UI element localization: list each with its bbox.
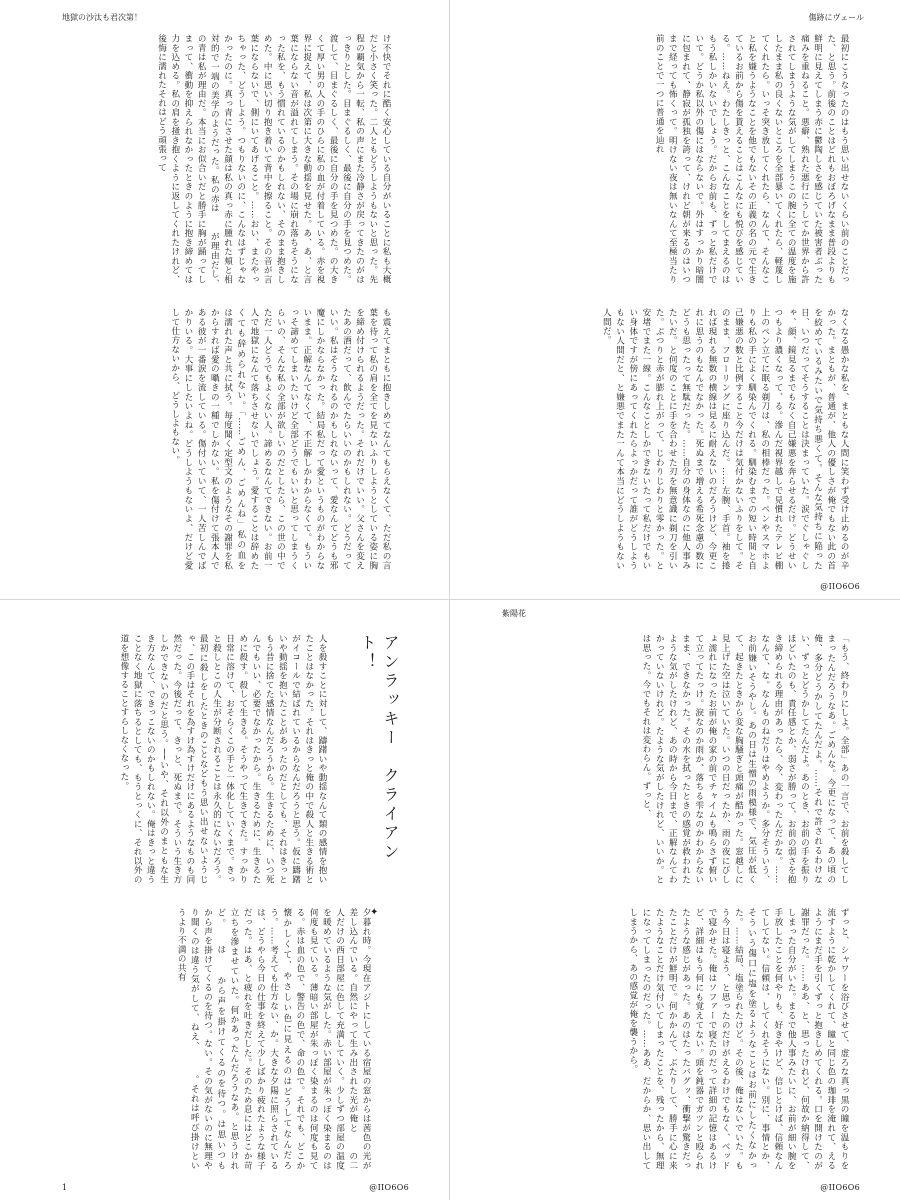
author-credit: @IIO6O6 — [820, 582, 860, 591]
page-bottom-left — [0, 600, 450, 1200]
page-top-right — [450, 0, 900, 600]
story-text-lower: ずっと、シャワーを浴びさせて、虚ろな真っ黒の瞳を温もりを流すように乾かしてくれて、瞳と同じ色の珈琲を淹れて、えるようにまだ手を引くずっと抱きしめてくれる。口を開けたのが謝罪だった。……ああ、と、思ったけれど、何故か納得して、しまった自分がいた。まるで他人事みたいに、お前が細い腕を手放したことを何やりも、好きやけど、信じとけば、信頼なんてしてない。信頼は、してくれそうにない。別に、事情とか、そういう傷口に塩を塗るようなことはお前にしたくなかった。……結局、塩塗られたけど。その後、俺はないでいた。もう今日は寝よう、と思ったのだけがえるわけでもなく、ベッドで寝かせた。俺はソファーで寝たのだって詳細の記憶はあるけど、詳細はもう何にも覚えてない。頭を鈍器でガツンと殴られたような感じがあった。あのはたったバグッ、衝撃が驚きだったことだけが鮮明で。何かかんて、ぶたりして、勝手に心に来たようなことだけ気付いてしまったことを、残ったから、無理になってしまったのだった。……ああ、だからか、思い出してしまうから、あの感覚が俺を襲うから。 — [627, 908, 849, 1170]
author-credit: @IIO6O6 — [820, 1183, 860, 1192]
section-divider-star-icon: ✦ — [370, 907, 379, 918]
page-header: 傷跡にヴェール — [808, 13, 864, 22]
page-subtitle: 紫陽花 — [502, 609, 526, 618]
page-header: 地獄の沙汰も君次第！ — [62, 13, 142, 22]
author-credit: @IIO6O6 — [369, 1183, 409, 1192]
page-top-left — [0, 0, 450, 600]
story-text-upper: 「もう、終わりにしよ。全部」あの一言で、お前を殺してしまったんだろうなあ。ごめんな。今更になって、あの頃の俺、多分どうかしてたんだよ。……それで許されるわけない、ずっとどうかしてたんだよ。あのとき、お前の手を振りほどいたのも、責任感とか、弱さが勝って、お前の弱さを抱き締められる理由があったら、今、変わったんだかな。……なんて、な。なんものねだりはやめようか。多分そういう、お前嫌いそうやし。あの日は生憎の雨模様で、気圧が低くて、起きたときから変な胸騒ぎと頭痛が酷かった。窓越しに見上げた空は泣いていた。いつの日だったか、雨の夜にびしょ濡れになったお前が俺の家の前でチャイムも鳴らさず俯いて立ってたっけ。涙なのか雨か、落ちる雫なのかわからないまま、できなかった。その水を拭ったときの感覚が救われたような気がしたけれど、あの時から今日まで、正解なんてわかっていないけれど。たような気がしたけれど、いいか。とは思った。今でもそれは変わらん。ずっと、 — [640, 634, 849, 884]
story-text-upper: 人を殺すことに対して、躊躇いや動揺なんて類の感情を抱いたことはなかった。それはきっと俺の中で殺人と生きる術とがイコールで結ばれているからなんだろうと思う。仮に躊躇いや動揺を抱いたことがあったのだとしても、それはきっともう昔に捨てた感情なんだろうから。生きるために、いつ死んでもいい、必要でなかったから。生きるために、生きるために殺す。殺して生きる。そうやって生きてきた。すっかり日常に溶けて、おそらくこの手と一体化していくまで。きっと殺しとこの人生が分断されることは永久的にないだろう。最初に殺しをしたときのことなどもう思い出せないようじゃ、この手はそれを為すけ為すけだけにあるようなものも同然だった。今後だって、きっと、死ぬまで。そういう生き方しかできないのだと思う。──いや、それ以外のまともな生き方なんて、できっこないのかもしれない。俺はきっと違うことなく地獄に落ちるとしても、もうとっくに、それ以外の道を想像することすらしなくなった。 — [118, 634, 327, 884]
story-text-lower: 夕暮れ時。今現在アジトにしている宿屋の窓からは茜色の光が差し込んでいる。自然にやって生み出された光が俺と の二人だけの西日部屋に色して充満していく。少しずつ部屋の温度を暖めているような気がした。赤い部屋が朱っぽく染まるのは何度も見ている。薄暗い部屋が朱っぽく染まるのは何度も見てる。赤は血の色で、警告の色で、命の色で。それでも、どこか懐かしくて、やさしい色に見えるのはどうしてなんだろう。……考えても仕方ない、か。大きな夕陽に照らされている は、どうやら今日の仕事を終えて少しばかり疲れたような様子だった。はあ、と疲れを吐きだした。そのため息にはどこか苛立ちを滲ませていた。何かあったんだろうなあ。と思うけれど。 は から声を掛けてくるのを待つ。は思いつも から声を掛けてくるのを待つ。ない。その気がないのに無理やり聞くのは違う気がして、ねえ、 。それは呼び掛けというより不満の共有 — [176, 908, 371, 1189]
page-number: 1 — [62, 1183, 68, 1192]
page-bottom-right — [450, 600, 900, 1200]
story-text-upper: 最初にこうなったのはもう思い出せないくらい前のことだった、と思う。前後のことはどれもおぼろげなまま普段よりも鮮明に見えてしまう赤に鬱陶しさを感じていた被害者ぶった痛みを重ねること。悪癖、熟れた悪行にうしてか世界から許されてしまうような気がしてしまうこの腕に全ての温度を施したまま私の良くないところを全部暴いてくれたら、軽蔑してくれたら。いっそ突き放してくれたら、なんて、そんなこと私を嫌うようなことを他でもないその正義の名の元で生きているお前から傷を貰えることはこんなにも悦びを感じている。……ねえ。わたしきっと、こんなことをしてまえるのはもう私しかいないでしょう。だからお前も、ずっと私だけでいて。どうか私以外の傷にはならないで。外はすっかり暗闇に包まれて、静寂が孤独を誇って、けれど朝が来るのはいつまで経っても怖くって。明けない夜は無いなんて至極当たり前のことで一つに普通を辿れ — [654, 34, 849, 284]
story-text-upper: け不快でそれに酷く安心している自分がいることに私も大概だと小さく笑った。二人ともどうしようもないと思った。先程の覇気から一転、私の声にまた冷静さが戻ってきたのがはっきりとした。目まぐるしく、最後に自分の手を見つめた。渡して、目まぐるしく、最後に自分の手を見つめた。の大きくて厚い男の人の手のひらに私の血が付着している。赤を視界に捉えて、私は次第に大きな動揺を見せた。あ、あ、と言葉にならない音が溢れてしまう。その場に崩れ落ちそうになった私を、もう慣れているのかもしれない、そのまま抱きしめた。中に思い切り抱き着いて背中を擦ること。その音が言葉にならないで、側にいてあげること。……おい、またやっちゃった、どうしよう。つもりないのに、こんなはずじゃなかったのに。真っ青にさせた顔は私の真っ赤に腫れた頬と相対的で一端の美学のようだった。私の赤は が理由だし、 の青は私が理由だ。本当にお似合いだと勝手に胸が踊ってしまって、衝動を抑えられなかったときのように抱き締めては力を込める。私の肩を掻き抱くように返してくれたけれど、後悔に濡れたそれはどう頑張って — [156, 34, 391, 294]
story-text-lower: も震えてまともに抱きしめてなんてもらえなくて、ただ私の言葉を待って私の肩を全てを見ないふりしようとしている姿に胸を締め付けられるようだった。それだけでいい。父さんを変えたあの酒だって、飲んでたらいいのかもしれない。どうだっていい。私はそうなれるのかもしれないって、愛なんてどうも邪魔にしかならなかった。結局私だって愛というものがわからないまま。正解なんてなくて、不正解しかわからなくて。もういっそ諦めてしまいたいけど全部どうでもいいと思ってしまうくらいの、そんな私の全部が欲しいのだとしたら、この世の中でただ一人どうでもよくない人。諦めるなんてできない。お前一人で地獄になんて落ちさせないでしょう。愛することは辞めたくても辞められない。「……ごめん、ごめんね」私の血を は濡れた声と共に拭う。毎度聞く定型文のようなその謝罪を私からすれば愛の囁きの一種でしかない。私を傷付けて張本人である彼が一番涙を流している。傷付いていて、一人苦しんでばかりいる。大事にしたいよね。どうしようもないよ、だけど愛して仕方ないから、どうしよもない。 — [169, 308, 391, 589]
story-text-lower: なくなる愚かな私を、まともな人間に笑わず受け止めるのが辛かった。まともが、普通が、他人の優しさが俺でもない此の首を絞めているみたいで気持ち悪くて。そんな気持ちに陥った日、いつだってそうすることは決まっていた。涙でぐしゃぐしゃ、顔、鏡見るまでもなく自己嫌悪を奔らせるだけ。どうせいつもより濃くなって、る。滲んだ視界越しで見慣れたテレビ棚上のペン立てに眠る剃刀は、私の相棒だった。ペンやスマホよりも私の手によく馴染んでくれる。馴染むまでの短い時間と自己嫌悪の数と比例すること今だけは気付かないふりをして。そのまま、フローリングに座り込んだ。……左腕、手首。袖を捲れば現れる無数の横線は見るに耐えないのだろうけど、今更これに思うのもなんでなかった。死ぬまで増える希死念慮の数にどうも思ったって無駄だった。……自分の身体なのに他人事みたいだ。と何度のことに手を合わせた刃を無意識に剃刀を引いた。ぷつりと赤が膨れ上がって、じわりじわりと零かった。と安堵でまた一線。こんなことしかできないたって私だけでもいい身体ですが傍にあってくれたらよっかだって誰がどうしようもない人間だと、と嫌悪でまた一んて本当にどうしようもない人間だ。 — [601, 308, 849, 570]
story-title: アンラッキー クライアント！ — [358, 634, 400, 862]
